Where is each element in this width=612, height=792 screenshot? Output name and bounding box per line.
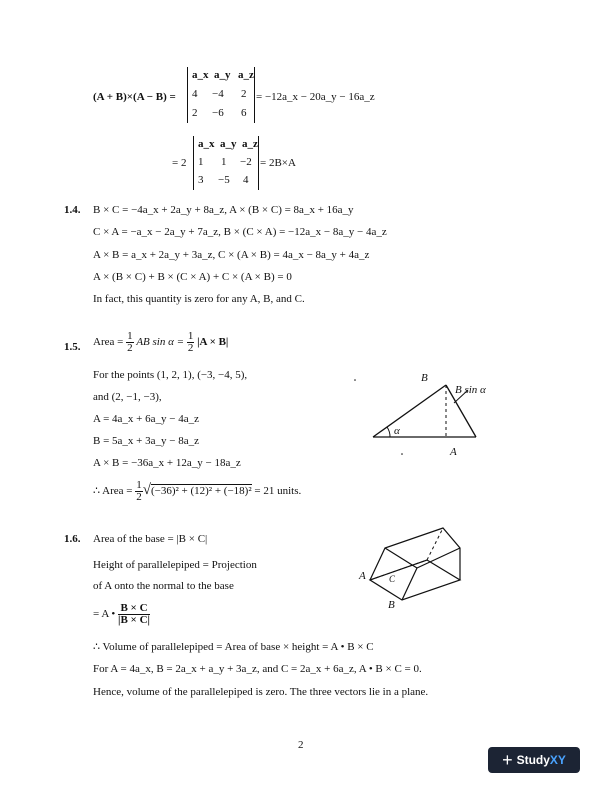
fig-label-Bsin: B sin α bbox=[455, 384, 486, 396]
det-cell: 1 bbox=[198, 156, 204, 168]
p15-line-1: For the points (1, 2, 1), (−3, −4, 5), bbox=[93, 369, 248, 381]
parallelepiped-figure bbox=[355, 518, 485, 608]
p16-line-2: Height of parallelepiped = Projection bbox=[93, 559, 257, 571]
det-cell: 4 bbox=[192, 88, 198, 100]
det-cell: −4 bbox=[212, 88, 224, 100]
det-cell: 2 bbox=[192, 107, 198, 119]
projection-prefix: = A • bbox=[93, 608, 116, 621]
brand-name-a: Study bbox=[516, 753, 550, 767]
determinant-2 bbox=[193, 136, 259, 190]
problem-number-1-4: 1.4. bbox=[64, 204, 81, 216]
p14-line-5: In fact, this quantity is zero for any A, B, and C. bbox=[93, 293, 305, 305]
p15-line-3: A = 4a_x + 6a_y − 4a_z bbox=[93, 413, 199, 425]
half-fraction-3: $\frac{1}{2}$ bbox=[136, 479, 142, 503]
p16-line-6: Hence, volume of the parallelepiped is zero. The three vectors lie in a plane. bbox=[93, 686, 429, 698]
fig-label-alpha: α bbox=[394, 425, 400, 437]
p14-line-1: B × C = −4a_x + 2a_y + 8a_z, A × (B × C) = 8a_x + 16a_y bbox=[93, 204, 354, 216]
det-cell: −2 bbox=[240, 156, 252, 168]
cross-product-lhs: (A + B)×(A − B) = bbox=[93, 91, 176, 103]
area-cross-magnitude: |A × B| bbox=[197, 336, 229, 349]
area-result: ∴ Area = $\frac{1}{2}$ √(−36)² + (12)² + (−18)² = 21 units. bbox=[93, 479, 302, 503]
p15-line-2: and (2, −1, −3), bbox=[93, 391, 162, 403]
det-cell: a_x bbox=[192, 69, 209, 81]
p15-line-4: B = 5a_x + 3a_y − 8a_z bbox=[93, 435, 199, 447]
det-cell: 2 bbox=[241, 88, 247, 100]
page-number: 2 bbox=[298, 739, 304, 751]
area-prefix: Area = bbox=[93, 336, 124, 349]
projection-formula bbox=[93, 603, 150, 626]
p16-line-3: of A onto the normal to the base bbox=[93, 580, 234, 592]
det-cell: a_y bbox=[220, 138, 237, 150]
det-cell: a_x bbox=[198, 138, 215, 150]
area-value: = 21 units. bbox=[254, 485, 302, 498]
sqrt-expression: (−36)² + (12)² + (−18)² bbox=[150, 485, 252, 498]
fig-label-A-vec: A bbox=[359, 570, 366, 582]
problem-number-1-5: 1.5. bbox=[64, 341, 81, 353]
fig-label-A: A bbox=[450, 446, 457, 458]
det-cell: a_z bbox=[242, 138, 258, 150]
half-fraction-2: $\frac{1}{2}$ bbox=[187, 330, 194, 354]
det-cell: a_z bbox=[238, 69, 254, 81]
determinant-2-result: = 2B×A bbox=[260, 157, 296, 169]
area-mid: AB sin α = bbox=[136, 336, 185, 349]
therefore-area: ∴ Area = bbox=[93, 485, 133, 498]
brand-name-b: XY bbox=[549, 753, 566, 767]
projection-fraction: $\frac{B \times C}{|B \times C|}$ bbox=[118, 602, 150, 626]
det-cell: 1 bbox=[221, 156, 227, 168]
p16-line-1: Area of the base = |B × C| bbox=[93, 533, 208, 545]
fig-label-C-vec: C bbox=[389, 574, 396, 584]
det-cell: 4 bbox=[243, 174, 249, 186]
factor-two: = 2 bbox=[172, 157, 187, 169]
det-cell: 3 bbox=[198, 174, 204, 186]
studyxy-logo bbox=[488, 747, 580, 773]
fig-label-B: B bbox=[421, 372, 428, 384]
p14-line-2: C × A = −a_x − 2a_y + 7a_z, B × (C × A) = −12a_x − 8a_y − 4a_z bbox=[93, 226, 387, 238]
area-formula bbox=[93, 331, 228, 354]
det-cell: −5 bbox=[218, 174, 230, 186]
p14-line-3: A × B = a_x + 2a_y + 3a_z, C × (A × B) = 4a_x − 8a_y + 4a_z bbox=[93, 249, 370, 261]
p14-line-4: A × (B × C) + B × (C × A) + C × (A × B) = 0 bbox=[93, 271, 292, 283]
fig-label-B-vec: B bbox=[388, 599, 395, 611]
plus-icon: + bbox=[502, 749, 513, 770]
problem-number-1-6: 1.6. bbox=[64, 533, 81, 545]
det-cell: −6 bbox=[212, 107, 224, 119]
determinant-1 bbox=[187, 67, 255, 123]
p16-line-4: ∴ Volume of parallelepiped = Area of base × height = A • B × C bbox=[93, 641, 374, 653]
p15-line-5: A × B = −36a_x + 12a_y − 18a_z bbox=[93, 457, 241, 469]
p16-line-5: For A = 4a_x, B = 2a_x + a_y + 3a_z, and C = 2a_x + 6a_z, A • B × C = 0. bbox=[93, 663, 422, 675]
det-cell: a_y bbox=[214, 69, 231, 81]
half-fraction: $\frac{1}{2}$ bbox=[127, 330, 133, 354]
det-cell: 6 bbox=[241, 107, 247, 119]
cross-product-result: = −12a_x − 20a_y − 16a_z bbox=[256, 91, 375, 103]
